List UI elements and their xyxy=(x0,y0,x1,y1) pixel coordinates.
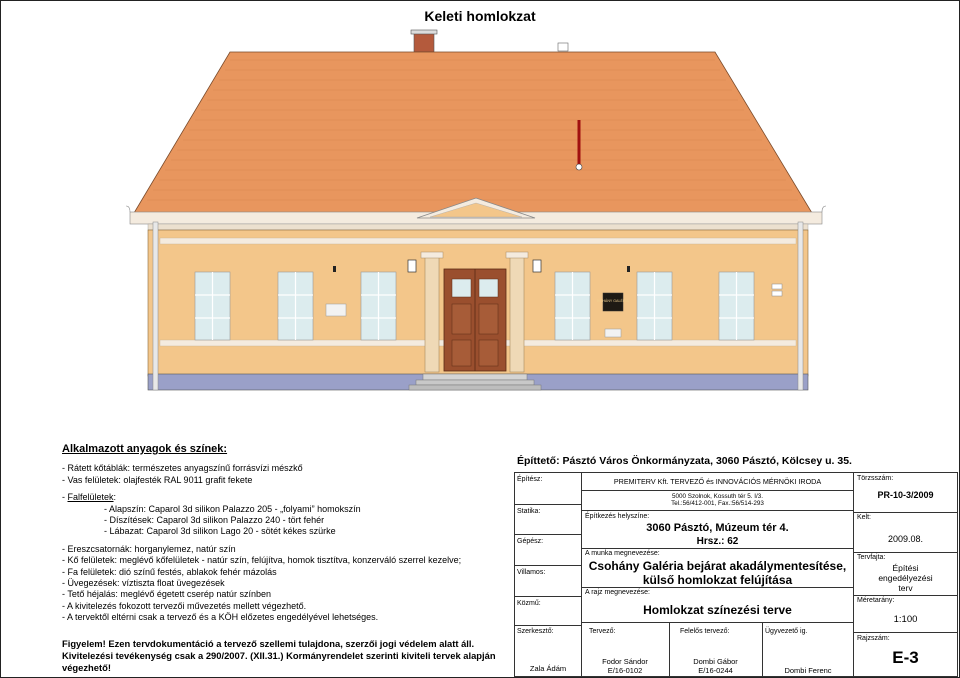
designer-number: E/16-0102 xyxy=(607,666,643,675)
sheet-label: Rajzszám: xyxy=(857,635,890,642)
roof-vent xyxy=(558,43,568,51)
notes-line: - Ereszcsatornák: horganylemez, natúr szín xyxy=(62,543,236,554)
reg-label: Törzsszám: xyxy=(857,475,894,482)
roof xyxy=(134,52,812,213)
drawing-name: Homlokzat színezési terve xyxy=(643,603,792,617)
location-label: Építkezés helyszíne: xyxy=(585,513,650,520)
phase-line-1: Építési xyxy=(892,563,919,573)
project-line-2: külső homlokzat felújítása xyxy=(642,573,793,587)
label-statics: Statika: xyxy=(517,508,541,515)
notes-line: - Vas felületek: olajfesték RAL 9011 grafit fekete xyxy=(62,474,253,485)
label-editor: Szerkesztő: xyxy=(517,628,554,635)
drawing-title: Keleti homlokzat xyxy=(424,8,536,24)
notes-line: - Rátett kőtáblák: természetes anyagszínű forrásvízi mészkő xyxy=(62,463,303,474)
designer-name: Fodor Sándor xyxy=(602,657,648,666)
label-electrical: Villamos: xyxy=(517,569,546,576)
firm-phone: Tel.:56/412-001, Fax.:56/514-293 xyxy=(671,500,764,507)
label-architect: Építész: xyxy=(517,476,543,483)
responsible-number: E/16-0244 xyxy=(698,666,733,675)
notes-line: - Fa felületek: dió színű festés, ablakok fehér mázolás xyxy=(62,566,277,577)
designer-label: Tervező: xyxy=(589,628,616,635)
scale-value: 1:100 xyxy=(893,614,918,625)
notes-line: - Lábazat: Caparol 3d silikon Lago 20 - sötét kékes szürke xyxy=(104,526,336,537)
phase-line-2: engedélyezési xyxy=(878,573,933,583)
pilaster-left xyxy=(425,254,439,372)
entrance-steps xyxy=(423,374,527,380)
drawing-label: A rajz megnevezése: xyxy=(585,589,650,596)
chimney xyxy=(414,32,434,52)
reg-number: PR-10-3/2009 xyxy=(877,490,934,500)
phase-label: Tervfajta: xyxy=(857,554,886,561)
title-block xyxy=(514,472,958,677)
pilaster-right xyxy=(510,254,524,372)
gallery-sign-text: KOHÁNY GALÉRIA xyxy=(597,299,629,303)
notes-line: - A kivitelezés fokozott tervezői művezetés mellett végezhető. xyxy=(62,600,307,611)
notes-line: - Kő felületek: meglévő kőfelületek - natúr szín, felújítva, homok tisztítva, konzerváló szerrel kezelve; xyxy=(62,555,462,566)
sheet-number: E-3 xyxy=(892,648,919,667)
materials-notes xyxy=(62,444,512,674)
copyright-warning: Figyelem! Ezen tervdokumentáció a tervező szellemi tulajdona, szerzői jogi védelem alatt áll. Kivitelezési tevékenység csak a 290/2007. (XII.31.) Kormányrendelet szerinti kiviteli tervek alapján végezhető! xyxy=(62,637,496,673)
notes-line: - A tervektől eltérni csak a tervező és a KÖH előzetes engedélyével lehetséges. xyxy=(62,612,379,623)
stone-plaque-left xyxy=(326,304,346,316)
notes-line: - Üvegezések: víztiszta float üvegezések xyxy=(62,578,225,589)
date-value: 2009.08. xyxy=(887,534,924,544)
chimney-cap xyxy=(411,30,437,34)
downpipe-right xyxy=(798,222,803,390)
facade-label-line: - Falfelületek: xyxy=(62,492,117,503)
location-value: 3060 Pásztó, Múzeum tér 4. xyxy=(646,522,789,534)
responsible-name: Dombi Gábor xyxy=(693,657,738,666)
project-line-1: Csohány Galéria bejárat akadálymentesítése, xyxy=(588,559,847,573)
date-label: Kelt: xyxy=(857,514,872,521)
responsible-designer-label: Felelős tervező: xyxy=(680,628,730,635)
notes-line: - Díszítések: Caparol 3d silikon Palazzo 240 - tört fehér xyxy=(104,515,325,526)
label-utilities: Közmű: xyxy=(517,600,541,607)
phase-line-3: terv xyxy=(898,583,913,593)
stone-plaque-right xyxy=(605,329,621,337)
scale-label: Méretarány: xyxy=(857,597,895,604)
label-mechanical: Gépész: xyxy=(517,538,544,545)
owner-line: Építtető: Pásztó Város Önkormányzata, 3060 Pásztó, Kölcsey u. 35. xyxy=(517,455,852,467)
notes-heading: Alkalmazott anyagok és színek: xyxy=(62,443,228,455)
project-label: A munka megnevezése: xyxy=(585,550,660,557)
downpipe-left xyxy=(153,222,158,390)
manager-name: Dombi Ferenc xyxy=(784,666,832,675)
hrsz-value: Hrsz.: 62 xyxy=(696,536,739,547)
firm-address: 5000 Szolnok, Kossuth tér 5. I/3. xyxy=(671,493,763,500)
notes-line: - Tető héjalás: meglévő égetett cserép natúr színben xyxy=(62,589,271,600)
notes-line: - Alapszín: Caparol 3d silikon Palazzo 205 - „folyami” homokszín xyxy=(104,503,361,514)
editor-name: Zala Ádám xyxy=(529,664,567,673)
manager-label: Ügyvezető ig. xyxy=(765,628,808,635)
firm-name: PREMITERV Kft. TERVEZŐ és INNOVÁCIÓS MÉRNÖKI IRODA xyxy=(613,477,822,486)
